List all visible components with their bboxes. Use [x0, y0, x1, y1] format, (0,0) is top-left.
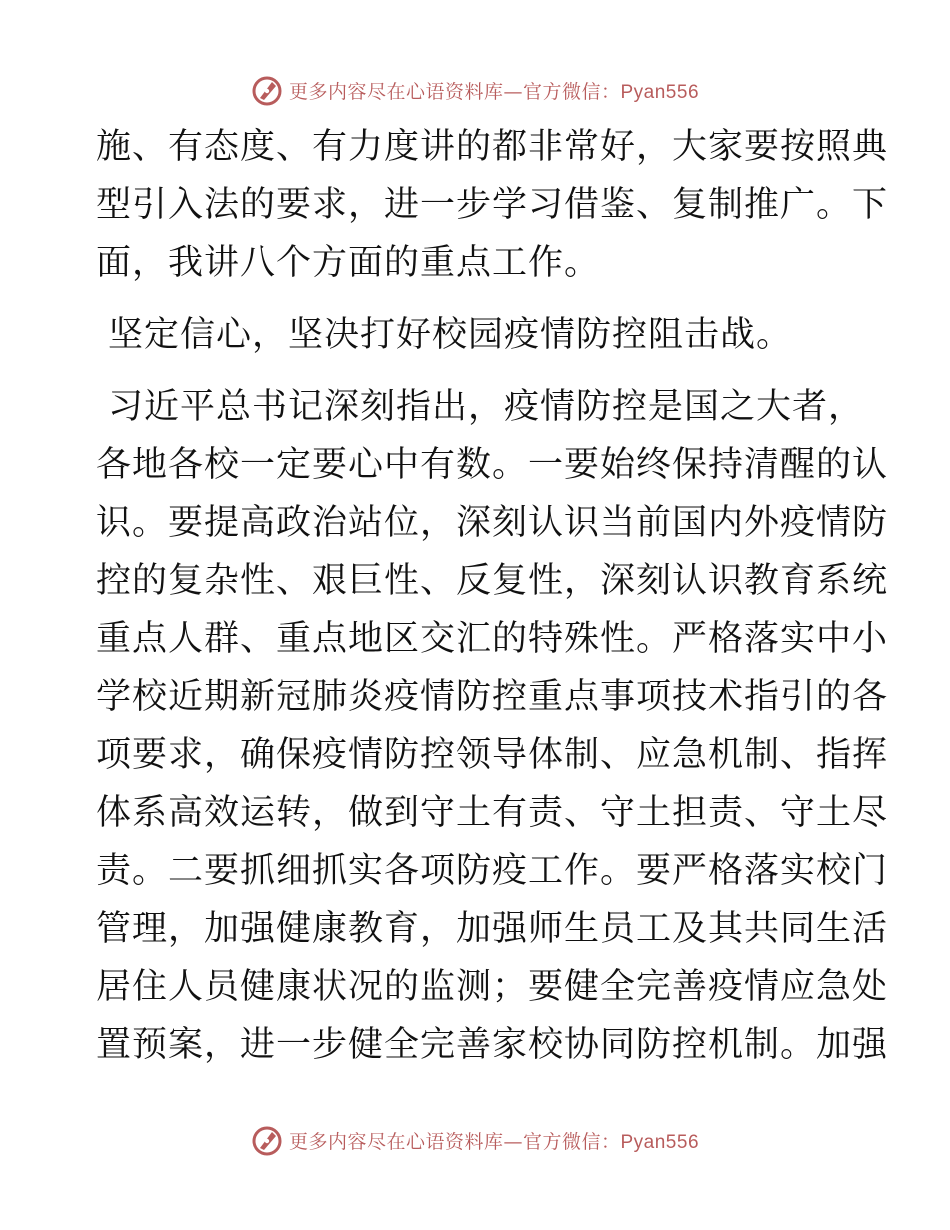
text-line: 管理，加强健康教育，加强师生员工及其共同生活: [96, 909, 889, 949]
document-body: [96, 118, 889, 1074]
text-line: 居住人员健康状况的监测；要健全完善疫情应急处: [96, 967, 889, 1007]
text-line: 控的复杂性、艰巨性、反复性，深刻认识教育系统: [96, 561, 889, 601]
banner-text: 更多内容尽在心语资料库—官方微信：Pyan556: [288, 1130, 700, 1153]
paragraph: [96, 118, 889, 292]
wechat-id: Pyan556: [620, 81, 700, 103]
text-line: 项要求，确保疫情防控领导体制、应急机制、指挥: [96, 735, 889, 775]
section-heading: [96, 306, 856, 364]
text-line: 施、有态度、有力度讲的都非常好，大家要按照典: [96, 127, 889, 167]
text-line: 型引入法的要求，进一步学习借鉴、复制推广。下: [96, 185, 889, 225]
paragraph: [96, 378, 889, 1074]
text-line: 学校近期新冠肺炎疫情防控重点事项技术指引的各: [96, 677, 889, 717]
header-banner: [0, 70, 950, 110]
pen-nib-logo-icon: [251, 1124, 283, 1156]
wechat-id: Pyan556: [620, 1131, 700, 1153]
text-line: 习近平总书记深刻指出，疫情防控是国之大者，: [108, 387, 865, 427]
footer-banner: [0, 1120, 950, 1160]
banner-text: 更多内容尽在心语资料库—官方微信：Pyan556: [288, 80, 700, 103]
pen-nib-logo-icon: [251, 74, 283, 106]
text-line: 识。要提高政治站位，深刻认识当前国内外疫情防: [96, 503, 889, 543]
text-line: 重点人群、重点地区交汇的特殊性。严格落实中小: [96, 619, 889, 659]
text-line: 面，我讲八个方面的重点工作。: [96, 243, 601, 283]
text-line: 坚定信心，坚决打好校园疫情防控阻击战。: [108, 315, 793, 355]
text-line: 置预案，进一步健全完善家校协同防控机制。加强: [96, 1025, 889, 1065]
text-line: 体系高效运转，做到守土有责、守土担责、守土尽: [96, 793, 889, 833]
text-line: 各地各校一定要心中有数。一要始终保持清醒的认: [96, 445, 889, 485]
text-line: 责。二要抓细抓实各项防疫工作。要严格落实校门: [96, 851, 889, 891]
